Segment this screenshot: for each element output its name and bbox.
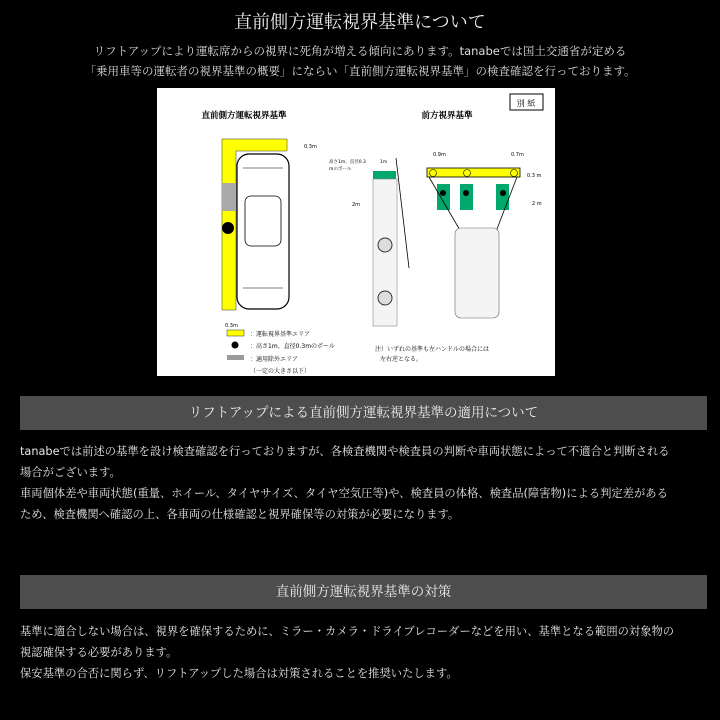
pole-marker — [222, 222, 234, 234]
dim-label: 0.7m — [511, 152, 524, 158]
note-text: 左右逆となる。 — [380, 356, 423, 363]
excluded-area — [222, 183, 236, 211]
intro-text — [0, 41, 720, 81]
pole-label: 高さ1m、直径0.3 — [329, 160, 366, 165]
body-line: 視認確保する必要があります。 — [20, 646, 178, 659]
dim-label: 0.3m — [225, 323, 238, 329]
intro-line: リフトアップにより運転席からの視界に死角が増える傾向にあります。tanabeでは国土交通省が定める — [93, 44, 627, 58]
left-diagram-title: 直前側方運転視界基準 — [201, 111, 287, 121]
legend-item: ：運転視界基準エリア — [250, 331, 311, 338]
body-line: 基準に適合しない場合は、視界を確保するために、ミラー・カメラ・ドライブレコーダーなどを用い、基準となる範囲の対象物の — [20, 625, 675, 638]
dim-label: 0.9m — [433, 152, 446, 158]
right-diagram-title: 前方視界基準 — [421, 111, 473, 121]
body-line: tanabeでは前述の基準を設け検査確認を行っておりますが、各検査機関や検査員の判断や車両状態によって不適合と判断される — [20, 445, 670, 458]
body-line: 車両個体差や車両状態(重量、ホイール、タイヤサイズ、タイヤ空気圧等)や、検査員の体格、検査品(障害物)による判定差がある — [20, 487, 668, 500]
legend-item: （一定の大きさ以下） — [250, 368, 311, 375]
section-body-application — [20, 441, 710, 525]
section-body-countermeasures — [20, 621, 710, 684]
attachment-tag: 別 紙 — [516, 99, 536, 108]
section-heading-application: リフトアップによる直前側方運転視界基準の適用について — [20, 396, 707, 430]
dim-label: 0.3 m — [527, 173, 542, 179]
pole-label: mのポール — [329, 167, 352, 172]
section-heading-countermeasures: 直前側方運転視界基準の対策 — [20, 575, 707, 609]
body-line: 場合がございます。 — [20, 466, 121, 479]
dim-label: 0.3m — [304, 144, 317, 150]
dim-label: 2m — [352, 202, 361, 208]
visibility-standard-diagram — [157, 88, 555, 376]
dim-label: 1m — [380, 160, 388, 165]
legend-item: ：適用除外エリア — [250, 356, 299, 363]
note-text: 注）いずれの基準も左ハンドルの場合には — [375, 346, 490, 353]
legend-item: ：高さ1m、直径0.3mのポール — [250, 343, 335, 350]
body-line: ため、検査機関へ確認の上、各車両の仕様確認と視界確保等の対策が必要になります。 — [20, 508, 460, 521]
dim-label: 2 m — [532, 201, 542, 207]
intro-line: 「乗用車等の運転者の視界基準の概要」にならい「直前側方運転視界基準」の検査確認を行っております。 — [84, 64, 636, 78]
body-line: 保安基準の合否に関らず、リフトアップした場合は対策されることを推奨いたします。 — [20, 667, 458, 680]
page-title: 直前側方運転視界基準について — [234, 12, 486, 33]
